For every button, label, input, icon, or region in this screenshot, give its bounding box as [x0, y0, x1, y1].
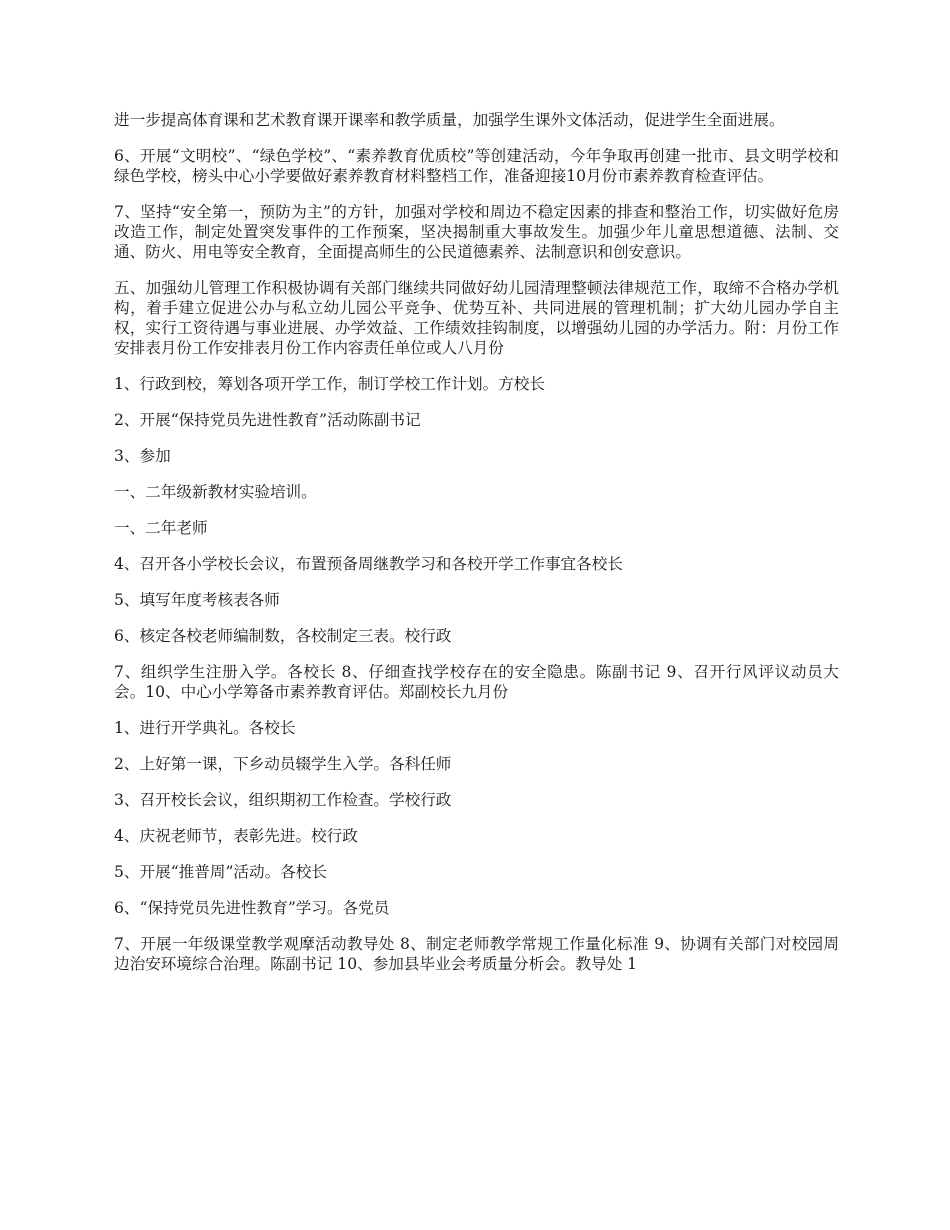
paragraph-1: 进一步提高体育课和艺术教育课开课率和教学质量，加强学生课外文体活动，促进学生全面进展。 — [114, 111, 785, 129]
paragraph-3: 7、坚持“安全第一，预防为主”的方针，加强对学校和周边不稳定因素的排查和整治工作，切实做好危房改造工作，制定处置突发事件的工作预案，坚决揭制重大事故发生。加强少年儿童思想道德、法制、交通、防火、用电等安全教育，全面提高师生的公民道德素养、法制意识和创安意识。 — [114, 203, 839, 261]
document-body — [114, 110, 839, 990]
paragraph-9: 一、二年老师 — [114, 519, 208, 537]
paragraph-18: 5、开展“推普周”活动。各校长 — [114, 863, 327, 881]
paragraph-14: 1、进行开学典礼。各校长 — [114, 719, 296, 737]
paragraph-8: 一、二年级新教材实验培训。 — [114, 483, 317, 501]
paragraph-20: 7、开展一年级课堂教学观摩活动教导处 8、制定老师教学常规工作量化标准 9、协调有关部门对校园周边治安环境综合治理。陈副书记 10、参加县毕业会考质量分析会。教导处 1 — [114, 935, 839, 973]
paragraph-15: 2、上好第一课，下乡动员辍学生入学。各科任师 — [114, 755, 452, 773]
paragraph-12: 6、核定各校老师编制数，各校制定三表。校行政 — [114, 627, 452, 645]
paragraph-16: 3、召开校长会议，组织期初工作检查。学校行政 — [114, 791, 452, 809]
paragraph-4: 五、加强幼儿管理工作积极协调有关部门继续共同做好幼儿园清理整顿法律规范工作，取缔不合格办学机构，着手建立促进公办与私立幼儿园公平竞争、优势互补、共同进展的管理机制；扩大幼儿园办学自主权，实行工资待遇与事业进展、办学效益、工作绩效挂钩制度，以增强幼儿园的办学活力。附：月份工作安排表月份工作安排表月份工作内容责任单位或人八月份 — [114, 279, 839, 357]
paragraph-6: 2、开展“保持党员先进性教育”活动陈副书记 — [114, 411, 421, 429]
paragraph-17: 4、庆祝老师节，表彰先进。校行政 — [114, 827, 358, 845]
paragraph-19: 6、“保持党员先进性教育”学习。各党员 — [114, 899, 390, 917]
paragraph-10: 4、召开各小学校长会议，布置预备周继教学习和各校开学工作事宜各校长 — [114, 555, 623, 573]
paragraph-5: 1、行政到校，筹划各项开学工作，制订学校工作计划。方校长 — [114, 375, 545, 393]
paragraph-7: 3、参加 — [114, 447, 171, 465]
paragraph-2: 6、开展“文明校”、“绿色学校”、“素养教育优质校”等创建活动，今年争取再创建一批市、县文明学校和绿色学校，榜头中心小学要做好素养教育材料整档工作，准备迎接10月份市素养教育检查评估。 — [114, 147, 839, 185]
paragraph-11: 5、填写年度考核表各师 — [114, 591, 280, 609]
paragraph-13: 7、组织学生注册入学。各校长 8、仔细查找学校存在的安全隐患。陈副书记 9、召开行风评议动员大会。10、中心小学筹备市素养教育评估。郑副校长九月份 — [114, 663, 839, 701]
